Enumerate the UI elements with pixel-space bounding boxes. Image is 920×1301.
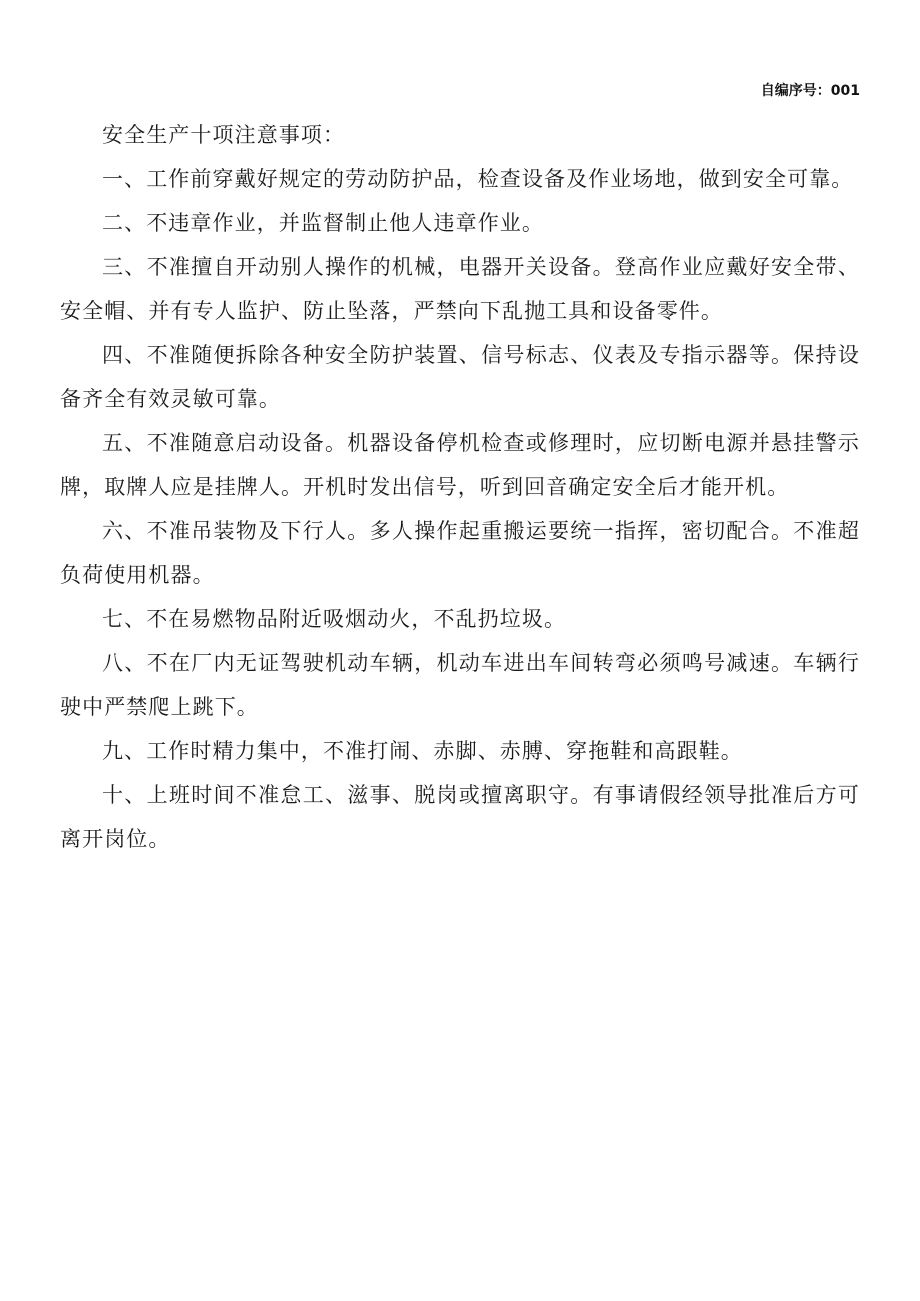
rule-item-9: 九、工作时精力集中，不准打闹、赤脚、赤膊、穿拖鞋和高跟鞋。 [102,739,743,763]
rule-item-10: 十、上班时间不准怠工、滋事、脱岗或擅离职守。有事请假经领导批准后方可离开岗位。 [60,783,860,851]
rule-item-8: 八、不在厂内无证驾驶机动车辆，机动车进出车间转弯必须鸣号减速。车辆行驶中严禁爬上跳下。 [60,651,860,719]
rule-item-4: 四、不准随便拆除各种安全防护装置、信号标志、仪表及专指示器等。保持设备齐全有效灵敏可靠。 [60,343,860,411]
document-heading: 安全生产十项注意事项： [102,123,346,147]
rule-item-7: 七、不在易燃物品附近吸烟动火，不乱扔垃圾。 [102,607,567,631]
document-body [60,113,860,861]
rule-item-6: 六、不准吊装物及下行人。多人操作起重搬运要统一指挥，密切配合。不准超负荷使用机器。 [60,519,860,587]
serial-number: 自编序号：001 [760,83,860,99]
rule-item-3: 三、不准擅自开动别人操作的机械，电器开关设备。登高作业应戴好安全带、安全帽、并有专人监护、防止坠落，严禁向下乱抛工具和设备零件。 [60,255,860,323]
rule-item-1: 一、工作前穿戴好规定的劳动防护品，检查设备及作业场地，做到安全可靠。 [102,167,854,191]
rule-item-5: 五、不准随意启动设备。机器设备停机检查或修理时，应切断电源并悬挂警示牌，取牌人应是挂牌人。开机时发出信号，听到回音确定安全后才能开机。 [60,431,860,499]
rule-item-2: 二、不违章作业，并监督制止他人违章作业。 [102,211,544,235]
